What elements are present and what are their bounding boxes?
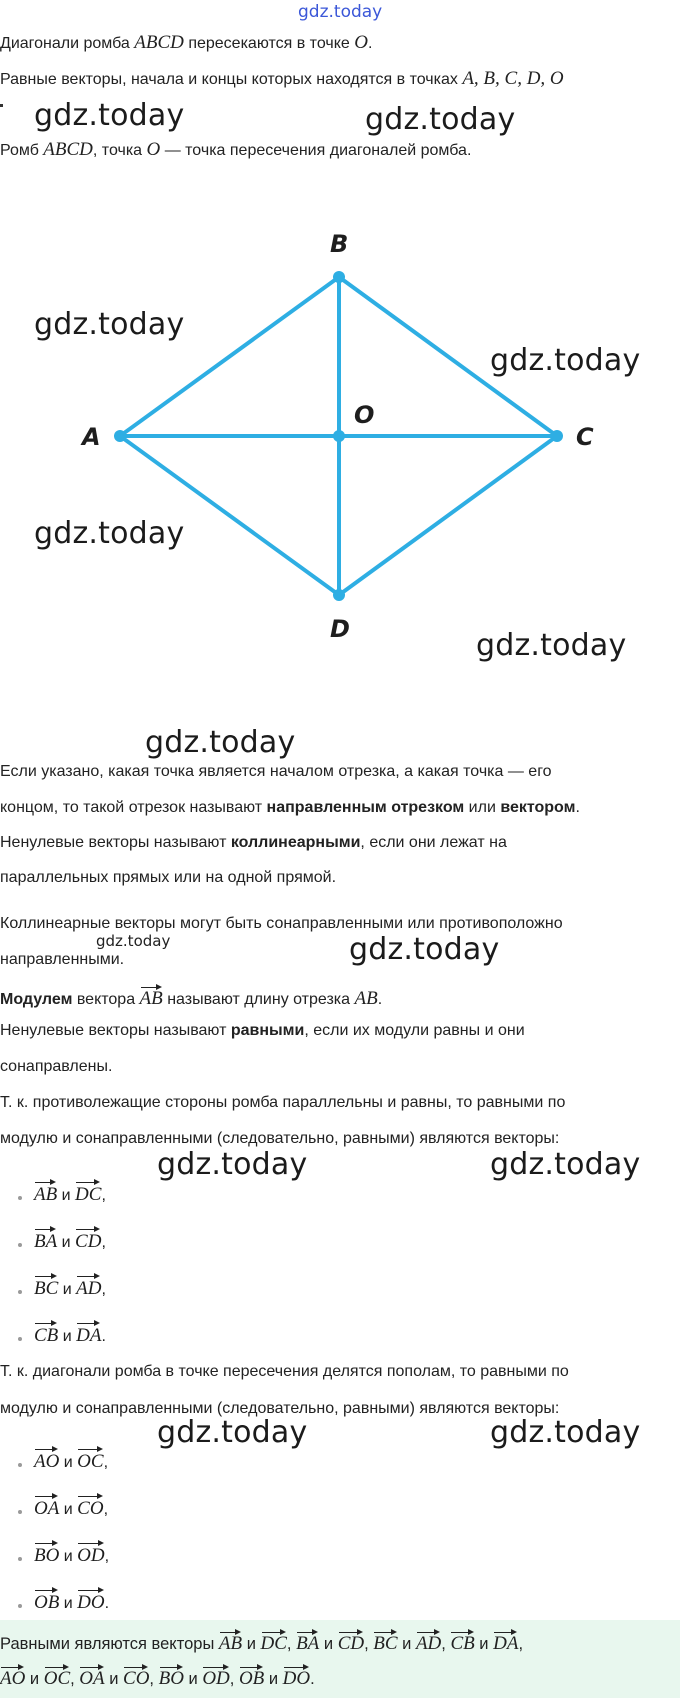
vector: BA	[34, 1227, 57, 1253]
vector: CD	[75, 1227, 101, 1253]
point-d	[333, 589, 345, 601]
p5-line-1	[0, 1021, 525, 1041]
list-item	[34, 1447, 108, 1473]
text: .	[367, 35, 373, 52]
vector: OB	[239, 1665, 264, 1689]
vector: DC	[261, 1630, 287, 1654]
watermark: gdz.today	[34, 516, 185, 551]
text: и	[242, 1635, 261, 1653]
watermark: gdz.today	[349, 932, 500, 967]
text: вектора	[72, 991, 140, 1008]
vector-ab: AB	[140, 985, 163, 1009]
vector: DA	[76, 1321, 101, 1347]
p2-line-2	[0, 868, 336, 888]
text: Равные векторы, начала и концы которых находятся в точках	[0, 71, 463, 88]
label-c: C	[576, 423, 594, 451]
text: , если их модули равны и они	[304, 1022, 525, 1039]
text: и	[319, 1635, 338, 1653]
list-item	[34, 1274, 106, 1300]
text: Ненулевые векторы называют	[0, 834, 231, 851]
p7-line-1	[0, 1362, 569, 1382]
vector: AD	[416, 1630, 441, 1654]
text: ,	[286, 1635, 297, 1653]
text: и	[59, 1501, 78, 1518]
term-modulus: Модулем	[0, 991, 73, 1008]
point-o	[333, 430, 345, 442]
vector: AO	[34, 1447, 59, 1473]
text: ,	[101, 1281, 106, 1298]
vector: AB	[34, 1180, 57, 1206]
vector: CO	[77, 1494, 103, 1520]
text: ,	[518, 1635, 524, 1653]
text: ,	[229, 1670, 239, 1688]
bullet	[18, 1463, 22, 1467]
text: Ромб	[0, 142, 44, 159]
watermark: gdz.today	[365, 102, 516, 137]
text: модулю и сонаправленными (следовательно, равными) являются векторы:	[0, 1400, 560, 1417]
watermark-top: gdz.today	[298, 2, 383, 22]
text: .	[104, 1595, 110, 1612]
watermark: gdz.today	[490, 1415, 641, 1450]
text: Т. к. диагонали ромба в точке пересечения делятся пополам, то равными по	[0, 1363, 569, 1380]
text: ,	[103, 1454, 109, 1471]
list-item	[34, 1227, 106, 1253]
vector: OD	[202, 1665, 229, 1689]
vector: CB	[34, 1321, 58, 1347]
bullet	[18, 1196, 22, 1200]
text: сонаправлены.	[0, 1058, 113, 1075]
list-item	[34, 1541, 109, 1567]
vector: AD	[76, 1274, 101, 1300]
bullet	[18, 1604, 22, 1608]
vector: BO	[34, 1541, 59, 1567]
watermark: gdz.today	[490, 343, 641, 378]
term-collinear: коллинеарными	[230, 834, 361, 851]
text: направленными.	[0, 951, 125, 968]
list-item	[34, 1180, 106, 1206]
vector: DC	[75, 1180, 101, 1206]
math-abcd: ABCD	[134, 32, 184, 53]
term-directed-segment: направленным отрезком	[266, 799, 465, 816]
bullet	[18, 1243, 22, 1247]
list-item	[34, 1321, 106, 1347]
text: или	[464, 799, 501, 816]
math-o: O	[354, 32, 368, 53]
text: Если указано, какая точка является началом отрезка, а какая точка — его	[0, 763, 552, 780]
watermark-small: gdz.today	[96, 932, 171, 950]
p1-line-2	[0, 798, 580, 818]
bullet	[18, 1337, 22, 1341]
vector: OA	[79, 1665, 104, 1689]
math-points: A, B, C, D, O	[462, 68, 564, 89]
text: и	[59, 1454, 78, 1471]
text: , точка	[92, 142, 147, 159]
bullet	[18, 1510, 22, 1514]
text: называют длину отрезка	[162, 991, 355, 1008]
vector: OC	[44, 1665, 70, 1689]
text: ,	[70, 1670, 80, 1688]
answer-line-2	[0, 1665, 315, 1689]
bullet	[18, 1290, 22, 1294]
text: Диагонали ромба	[0, 35, 135, 52]
answer-block	[0, 1620, 680, 1698]
math-ab: AB	[354, 988, 378, 1009]
watermark: gdz.today	[476, 628, 627, 663]
text: концом, то такой отрезок называют	[0, 799, 267, 816]
text: и	[58, 1281, 77, 1298]
p6-line-1	[0, 1093, 565, 1113]
text: — точка пересечения диагоналей ромба.	[160, 142, 472, 159]
text: модулю и сонаправленными (следовательно, равными) являются векторы:	[0, 1130, 560, 1147]
p2-line-1	[0, 833, 507, 853]
vector: AB	[219, 1630, 242, 1654]
watermark: gdz.today	[490, 1147, 641, 1182]
vector: CO	[123, 1665, 149, 1689]
vector: DA	[493, 1630, 518, 1654]
watermark: gdz.today	[34, 98, 185, 133]
vector: OA	[34, 1494, 59, 1520]
text: и	[59, 1548, 78, 1565]
text: Т. к. противолежащие стороны ромба параллельны и равны, то равными по	[0, 1094, 566, 1111]
text: ,	[101, 1234, 106, 1251]
vector: BA	[296, 1630, 319, 1654]
text: Равными являются векторы	[0, 1635, 219, 1653]
text: Ненулевые векторы называют	[0, 1022, 231, 1039]
text: и	[57, 1234, 76, 1251]
watermark: gdz.today	[157, 1415, 308, 1450]
vector: DO	[283, 1665, 310, 1689]
watermark: gdz.today	[157, 1147, 308, 1182]
p6-line-2	[0, 1129, 559, 1149]
vector: DO	[77, 1588, 104, 1614]
label-b: B	[330, 230, 349, 258]
p5-line-2	[0, 1057, 112, 1077]
p3-line-1	[0, 914, 563, 934]
bullet	[18, 1557, 22, 1561]
list-item	[34, 1494, 108, 1520]
text: и	[183, 1670, 203, 1688]
vector: OD	[77, 1541, 104, 1567]
text: .	[575, 799, 580, 816]
vector: OB	[34, 1588, 59, 1614]
text: и	[59, 1595, 78, 1612]
text: .	[310, 1670, 315, 1688]
vector: BO	[159, 1665, 184, 1689]
text: ,	[441, 1635, 451, 1653]
text: и	[264, 1670, 283, 1688]
list-item	[34, 1588, 109, 1614]
text: и	[104, 1670, 124, 1688]
math-abcd: ABCD	[43, 139, 93, 160]
term-vector: вектором	[500, 799, 576, 816]
term-equal: равными	[230, 1022, 305, 1039]
watermark: gdz.today	[145, 725, 296, 760]
label-o: O	[354, 401, 375, 429]
label-a: A	[82, 423, 101, 451]
text: , если они лежат на	[360, 834, 507, 851]
text: ,	[364, 1635, 374, 1653]
text: ,	[104, 1548, 110, 1565]
text: и	[397, 1635, 416, 1653]
p4-line	[0, 985, 382, 1010]
vector: BC	[373, 1630, 397, 1654]
text: и	[57, 1187, 76, 1204]
label-d: D	[330, 615, 350, 643]
answer-line-1	[0, 1630, 523, 1654]
text: ,	[149, 1670, 159, 1688]
vector: CD	[338, 1630, 364, 1654]
text: ,	[101, 1187, 106, 1204]
text: и	[474, 1635, 494, 1653]
point-b	[333, 271, 345, 283]
watermark: gdz.today	[34, 307, 185, 342]
text: пересекаются в точке	[183, 35, 355, 52]
p1-line-1	[0, 762, 552, 782]
vector: OC	[77, 1447, 103, 1473]
text: и	[58, 1328, 77, 1345]
p3-line-2	[0, 950, 124, 970]
text: ,	[103, 1501, 109, 1518]
vector: AO	[0, 1665, 25, 1689]
vector: CB	[450, 1630, 474, 1654]
text: Коллинеарные векторы могут быть сонаправленными или противоположно	[0, 915, 563, 932]
point-c	[551, 430, 563, 442]
text: .	[101, 1328, 106, 1345]
math-o: O	[146, 139, 161, 160]
text: и	[25, 1670, 44, 1688]
text: .	[377, 991, 383, 1008]
vector: BC	[34, 1274, 58, 1300]
text: параллельных прямых или на одной прямой.	[0, 869, 337, 886]
point-a	[114, 430, 126, 442]
